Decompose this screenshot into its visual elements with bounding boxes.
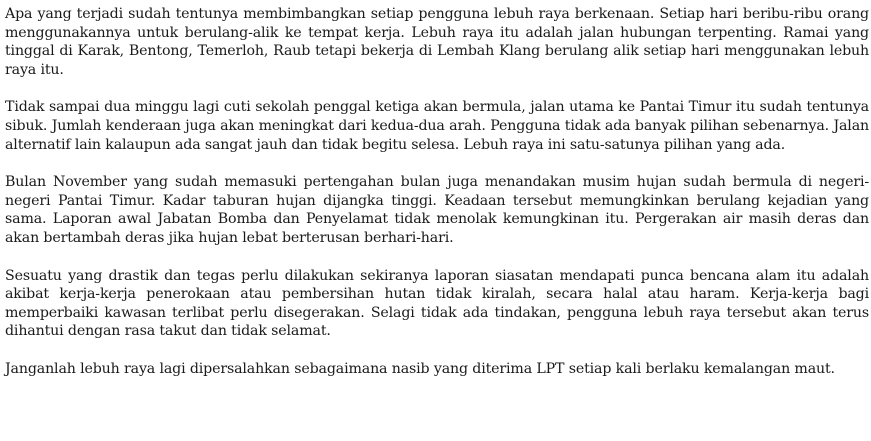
paragraph-4: Sesuatu yang drastik dan tegas perlu dilakukan sekiranya laporan siasatan mendapati punca bencana alam itu adalah akibat kerja-kerja penerokaan atau pembersihan hutan tidak kiralah, secara halal atau haram. Kerja-kerja bagi memperbaiki kawasan terlibat perlu disegerakan. Selagi tidak ada tindakan, pengguna lebuh raya tersebut akan terus dihantui dengan rasa takut dan tidak selamat. [5, 267, 869, 340]
paragraph-3: Bulan November yang sudah memasuki pertengahan bulan juga menandakan musim hujan sudah bermula di negeri-negeri Pantai Timur. Kadar taburan hujan dijangka tinggi. Keadaan tersebut memungkinkan berulang kejadian yang sama. Laporan awal Jabatan Bomba dan Penyelamat tidak menolak kemungkinan itu. Pergerakan air masih deras dan akan bertambah deras jika hujan lebat berterusan berhari-hari. [5, 174, 869, 246]
article-body [5, 5, 869, 398]
paragraph-5: Janganlah lebuh raya lagi dipersalahkan sebagaimana nasib yang diterima LPT setiap kali berlaku kemalangan maut. [5, 360, 835, 377]
paragraph-1: Apa yang terjadi sudah tentunya membimbangkan setiap pengguna lebuh raya berkenaan. Setiap hari beribu-ribu orang menggunakannya untuk berulang-alik ke tempat kerja. Lebuh raya itu adalah jalan hubungan terpenting. Ramai yang tinggal di Karak, Bentong, Temerloh, Raub tetapi bekerja di Lembah Klang berulang alik setiap hari menggunakan lebuh raya itu. [5, 6, 869, 78]
paragraph-2: Tidak sampai dua minggu lagi cuti sekolah penggal ketiga akan bermula, jalan utama ke Pantai Timur itu sudah tentunya sibuk. Jumlah kenderaan juga akan meningkat dari kedua-dua arah. Pengguna tidak ada banyak pilihan sebenarnya. Jalan alternatif lain kalaupun ada sangat jauh dan tidak begitu selesa. Lebuh raya ini satu-satunya pilihan yang ada. [5, 99, 869, 153]
